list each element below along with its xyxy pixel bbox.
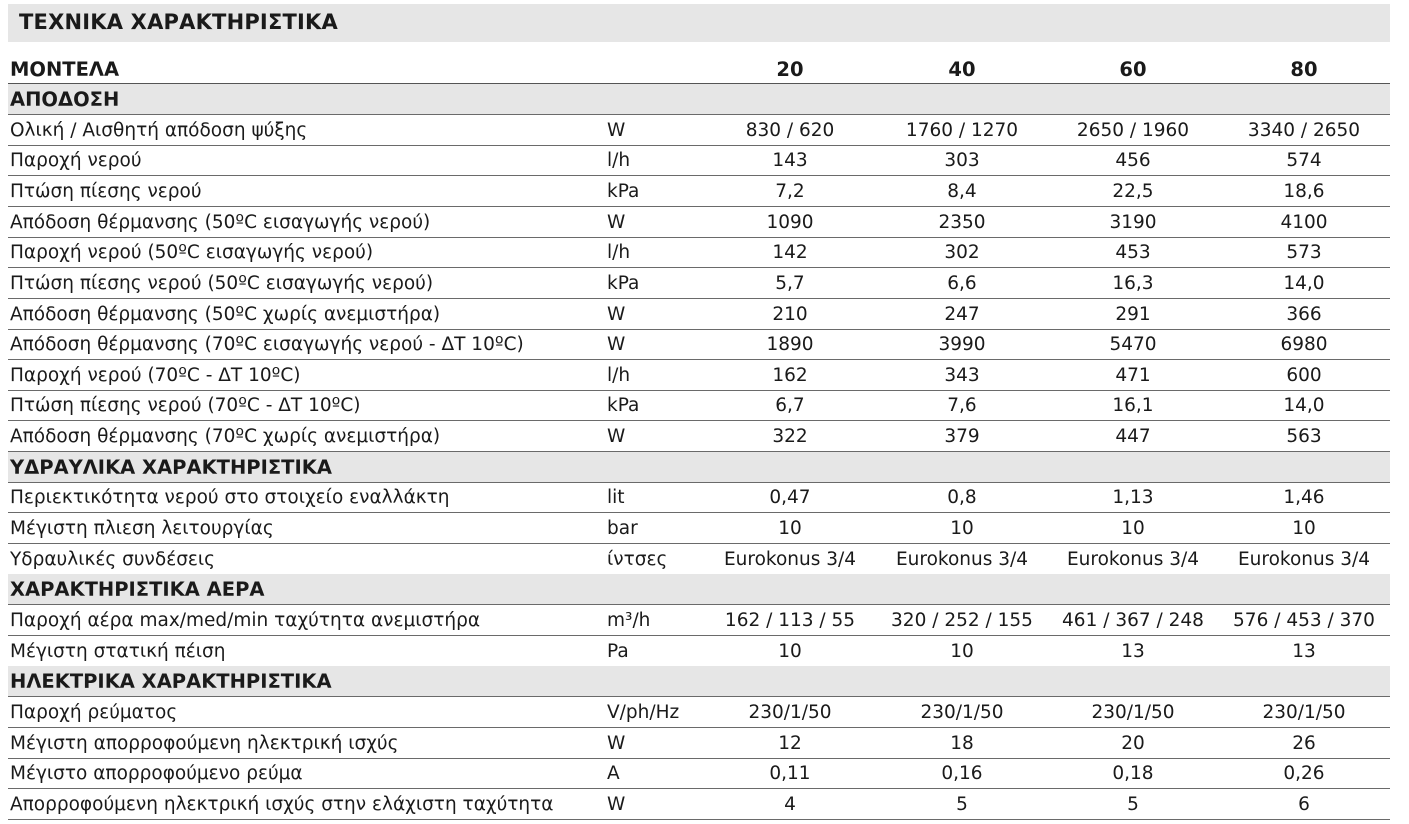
spec-label: Απόδοση θέρμανσης (50ºC εισαγωγής νερού) — [10, 212, 431, 233]
spec-unit: kPa — [607, 395, 640, 416]
section-title: ΥΔΡΑΥΛΙΚΑ ΧΑΡΑΚΤΗΡΙΣΤΙΚΑ — [10, 456, 332, 479]
models-label: ΜΟΝΤΕΛΑ — [10, 58, 120, 81]
model-20: 20 — [776, 58, 804, 81]
spec-value-model-80: 0,26 — [1283, 763, 1325, 784]
spec-unit: kPa — [607, 181, 640, 202]
spec-label: Περιεκτικότητα νερού στο στοιχείο εναλλάκτη — [10, 487, 450, 508]
spec-value-model-20: 10 — [778, 518, 802, 539]
spec-value-model-40: 10 — [950, 518, 974, 539]
spec-label: Πτώση πίεσης νερού — [10, 181, 202, 202]
spec-value-model-60: 10 — [1121, 518, 1145, 539]
spec-value-model-20: 142 — [772, 242, 808, 263]
spec-value-model-40: 10 — [950, 641, 974, 662]
spec-value-model-60: 3190 — [1109, 212, 1157, 233]
spec-unit: ίντσες — [607, 549, 668, 570]
spec-value-model-80: 18,6 — [1283, 181, 1325, 202]
spec-value-model-80: 10 — [1292, 518, 1316, 539]
spec-value-model-80: 366 — [1286, 304, 1322, 325]
spec-value-model-60: 2650 / 1960 — [1076, 120, 1190, 141]
spec-value-model-80: 14,0 — [1283, 395, 1325, 416]
spec-value-model-60: 22,5 — [1112, 181, 1154, 202]
spec-unit: W — [607, 304, 626, 325]
spec-label: Παροχή ρεύματος — [10, 702, 178, 723]
page-title: ΤΕΧΝΙΚΑ ΧΑΡΑΚΤΗΡΙΣΤΙΚΑ — [19, 10, 338, 34]
spec-value-model-60: 230/1/50 — [1091, 702, 1175, 723]
spec-value-model-80: 6 — [1298, 794, 1310, 815]
spec-value-model-40: 343 — [944, 365, 980, 386]
spec-value-model-40: 1760 / 1270 — [905, 120, 1019, 141]
spec-value-model-60: 456 — [1115, 150, 1151, 171]
spec-label: Απόδοση θέρμανσης (50ºC χωρίς ανεμιστήρα) — [10, 304, 441, 325]
section-header — [8, 666, 1390, 697]
spec-unit: V/ph/Hz — [607, 702, 680, 723]
section-title: ΑΠΟΔΟΣΗ — [10, 88, 120, 111]
spec-value-model-60: 13 — [1121, 641, 1145, 662]
spec-row — [8, 268, 1390, 299]
spec-value-model-40: 5 — [956, 794, 968, 815]
model-60: 60 — [1119, 58, 1147, 81]
spec-label: Παροχή αέρα max/med/min ταχύτητα ανεμιστήρα — [10, 610, 481, 631]
spec-label: Ολική / Αισθητή απόδοση ψύξης — [10, 120, 308, 141]
spec-unit: bar — [607, 518, 638, 539]
spec-value-model-60: 453 — [1115, 242, 1151, 263]
spec-value-model-80: 573 — [1286, 242, 1322, 263]
spec-value-model-80: 4100 — [1280, 212, 1328, 233]
spec-value-model-60: Eurokonus 3/4 — [1066, 549, 1200, 570]
spec-value-model-40: 302 — [944, 242, 980, 263]
spec-value-model-20: 830 / 620 — [745, 120, 835, 141]
spec-value-model-40: 18 — [950, 733, 974, 754]
spec-value-model-80: 26 — [1292, 733, 1316, 754]
spec-label: Απόδοση θέρμανσης (70ºC εισαγωγής νερού - ΔΤ 10ºC) — [10, 334, 524, 355]
spec-value-model-80: 13 — [1292, 641, 1316, 662]
spec-value-model-20: 0,11 — [769, 763, 811, 784]
spec-row — [8, 145, 1390, 176]
models-header-row — [8, 54, 1390, 85]
spec-row — [8, 421, 1390, 452]
spec-value-model-40: 3990 — [938, 334, 986, 355]
spec-value-model-20: 1090 — [766, 212, 814, 233]
title-bar — [8, 4, 1390, 42]
spec-value-model-40: 303 — [944, 150, 980, 171]
spec-value-model-40: 247 — [944, 304, 980, 325]
spec-row — [8, 390, 1390, 421]
spec-value-model-20: 210 — [772, 304, 808, 325]
spec-unit: kPa — [607, 273, 640, 294]
spec-label: Παροχή νερού — [10, 150, 142, 171]
spec-value-model-20: 6,7 — [775, 395, 805, 416]
spec-value-model-20: 162 — [772, 365, 808, 386]
spec-row — [8, 789, 1390, 820]
spec-value-model-80: 3340 / 2650 — [1247, 120, 1361, 141]
spec-unit: l/h — [607, 365, 631, 386]
spec-label: Απορροφούμενη ηλεκτρική ισχύς στην ελάχιστη ταχύτητα — [10, 794, 554, 815]
spec-value-model-40: 6,6 — [947, 273, 977, 294]
spec-value-model-40: 379 — [944, 426, 980, 447]
spec-unit: lit — [607, 487, 625, 508]
spec-value-model-80: 6980 — [1280, 334, 1328, 355]
spec-row — [8, 482, 1390, 513]
spec-unit: W — [607, 794, 626, 815]
spec-row — [8, 513, 1390, 544]
spec-unit: Pa — [607, 641, 629, 662]
spec-unit: l/h — [607, 242, 631, 263]
spec-unit: l/h — [607, 150, 631, 171]
spec-label: Πτώση πίεσης νερού (70ºC - ΔΤ 10ºC) — [10, 395, 361, 416]
spec-value-model-60: 291 — [1115, 304, 1151, 325]
spec-value-model-20: 0,47 — [769, 487, 811, 508]
spec-value-model-40: 8,4 — [947, 181, 977, 202]
spec-unit: A — [607, 763, 620, 784]
spec-value-model-60: 461 / 367 / 248 — [1062, 610, 1204, 631]
spec-value-model-40: 0,16 — [941, 763, 983, 784]
spec-value-model-20: 4 — [784, 794, 796, 815]
spec-label: Απόδοση θέρμανσης (70ºC χωρίς ανεμιστήρα) — [10, 426, 441, 447]
spec-label: Παροχή νερού (50ºC εισαγωγής νερού) — [10, 242, 374, 263]
spec-value-model-40: 230/1/50 — [920, 702, 1004, 723]
spec-row — [8, 636, 1390, 667]
spec-value-model-40: 7,6 — [947, 395, 977, 416]
spec-row — [8, 115, 1390, 146]
spec-value-model-20: 10 — [778, 641, 802, 662]
section-title: ΗΛΕΚΤΡΙΚΑ ΧΑΡΑΚΤΗΡΙΣΤΙΚΑ — [10, 670, 332, 693]
spec-label: Πτώση πίεσης νερού (50ºC εισαγωγής νερού) — [10, 273, 434, 294]
spec-row — [8, 544, 1390, 575]
spec-value-model-60: 16,3 — [1112, 273, 1154, 294]
spec-unit: W — [607, 426, 626, 447]
spec-label: Μέγιστη στατική πέιση — [10, 641, 226, 662]
section-header — [8, 574, 1390, 605]
spec-value-model-80: 574 — [1286, 150, 1322, 171]
spec-value-model-80: 230/1/50 — [1262, 702, 1346, 723]
spec-row — [8, 605, 1390, 636]
section-header — [8, 452, 1390, 483]
spec-unit: W — [607, 334, 626, 355]
spec-value-model-20: 7,2 — [775, 181, 805, 202]
spec-value-model-60: 0,18 — [1112, 763, 1154, 784]
spec-label: Μέγιστη απορροφούμενη ηλεκτρική ισχύς — [10, 733, 399, 754]
spec-value-model-80: 1,46 — [1283, 487, 1325, 508]
spec-value-model-20: 162 / 113 / 55 — [724, 610, 856, 631]
spec-value-model-80: 14,0 — [1283, 273, 1325, 294]
spec-row — [8, 758, 1390, 789]
spec-label: Μέγιστο απορροφούμενο ρεύμα — [10, 763, 303, 784]
spec-value-model-40: 2350 — [938, 212, 986, 233]
spec-unit: W — [607, 120, 626, 141]
spec-row — [8, 360, 1390, 391]
spec-value-model-80: 563 — [1286, 426, 1322, 447]
section-title: ΧΑΡΑΚΤΗΡΙΣΤΙΚΑ ΑΕΡΑ — [10, 578, 265, 601]
spec-value-model-40: Eurokonus 3/4 — [895, 549, 1029, 570]
spec-unit: m³/h — [607, 610, 651, 631]
spec-value-model-20: 143 — [772, 150, 808, 171]
spec-value-model-60: 5 — [1127, 794, 1139, 815]
model-40: 40 — [948, 58, 976, 81]
spec-value-model-20: 322 — [772, 426, 808, 447]
spec-value-model-20: 12 — [778, 733, 802, 754]
spec-value-model-20: 5,7 — [775, 273, 805, 294]
spec-row — [8, 237, 1390, 268]
spec-value-model-60: 447 — [1115, 426, 1151, 447]
spec-value-model-80: Eurokonus 3/4 — [1237, 549, 1371, 570]
spec-label: Μέγιστη πλιεση λειτουργίας — [10, 518, 274, 539]
spec-value-model-40: 320 / 252 / 155 — [891, 610, 1033, 631]
spec-value-model-80: 600 — [1286, 365, 1322, 386]
spec-value-model-40: 0,8 — [947, 487, 977, 508]
spec-row — [8, 176, 1390, 207]
spec-row — [8, 207, 1390, 238]
section-header — [8, 84, 1390, 115]
spec-value-model-60: 5470 — [1109, 334, 1157, 355]
spec-label: Παροχή νερού (70ºC - ΔΤ 10ºC) — [10, 365, 301, 386]
spec-unit: W — [607, 212, 626, 233]
spec-value-model-60: 20 — [1121, 733, 1145, 754]
spec-label: Υδραυλικές συνδέσεις — [10, 549, 216, 570]
spec-value-model-60: 16,1 — [1112, 395, 1154, 416]
spec-row — [8, 329, 1390, 360]
model-80: 80 — [1290, 58, 1318, 81]
spec-unit: W — [607, 733, 626, 754]
spec-value-model-20: 230/1/50 — [748, 702, 832, 723]
spec-value-model-80: 576 / 453 / 370 — [1233, 610, 1375, 631]
spec-value-model-60: 471 — [1115, 365, 1151, 386]
spec-row — [8, 697, 1390, 728]
spec-value-model-20: 1890 — [766, 334, 814, 355]
spec-value-model-60: 1,13 — [1112, 487, 1154, 508]
spec-row — [8, 728, 1390, 759]
spec-row — [8, 299, 1390, 330]
spec-value-model-20: Eurokonus 3/4 — [723, 549, 857, 570]
